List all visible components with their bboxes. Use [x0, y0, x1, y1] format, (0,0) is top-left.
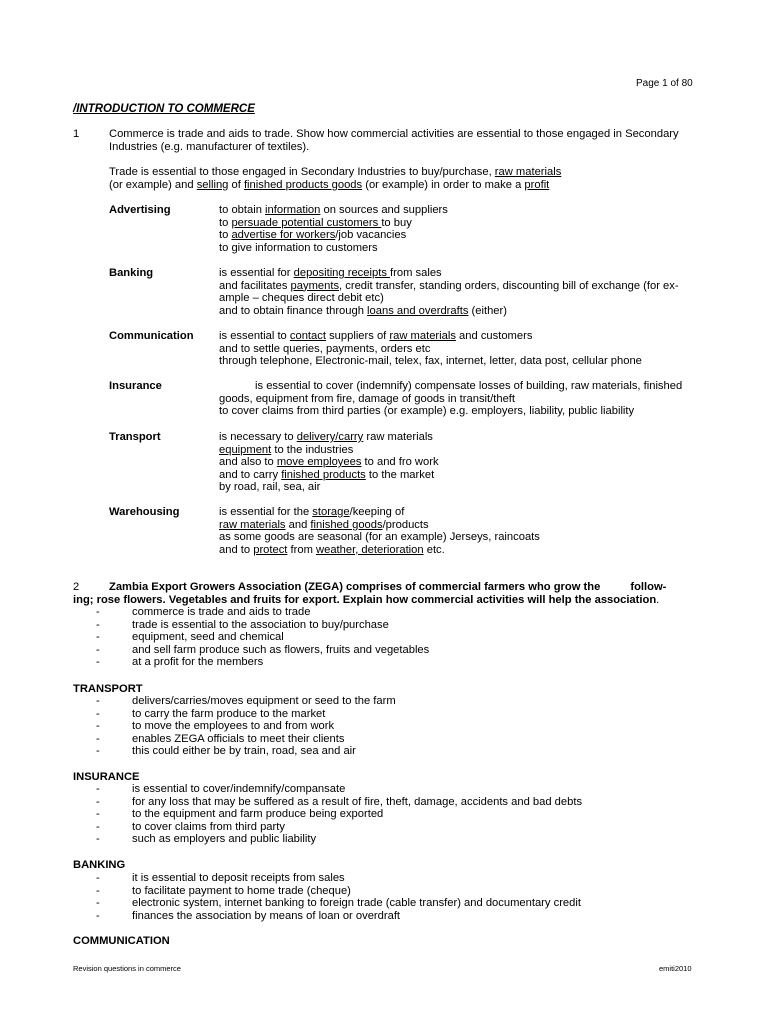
text: is necessary to [219, 431, 297, 443]
list-item-text: at a profit for the members [132, 656, 264, 669]
dash: - [96, 606, 100, 618]
text: to obtain [219, 204, 266, 216]
intro-underlined: finished products goods [243, 178, 363, 191]
question-1-text: Commerce is trade and aids to trade. Show how commercial activities are essential to those engaged in Secondary Industries (e.g. manufacturer of textiles). [109, 128, 679, 153]
underlined-text: depositing receipts [293, 267, 391, 279]
text: Zambia Export Growers Association (ZEGA) comprises of commercial farmers who grow the [109, 581, 601, 593]
text: from [287, 543, 317, 556]
text: (either) [468, 304, 507, 317]
underlined-text: weather, deterioration [316, 543, 424, 556]
text: etc. [423, 543, 445, 556]
intro-underlined: selling [196, 178, 229, 191]
intro-text: (or example) and [109, 178, 197, 191]
underlined-text: finished goods [310, 518, 383, 531]
dash: - [96, 745, 100, 758]
intro-text: Trade is essential to those engaged in Secondary Industries to buy/purchase, [109, 166, 495, 178]
text: follow- [630, 581, 667, 593]
list-item-text: enables ZEGA officials to meet their clients [132, 732, 345, 745]
list-item-text: is essential to cover/indemnify/compansate [132, 783, 346, 795]
intro-text: of [228, 178, 244, 191]
text: to give information to customers [219, 241, 378, 254]
heading-communication: COMMUNICATION [73, 935, 170, 947]
list-item-text: trade is essential to the association to buy/purchase [132, 618, 389, 631]
intro-underlined: raw materials [494, 166, 562, 178]
term-banking: Banking [109, 267, 154, 279]
intro-text: (or example) in order to make a [362, 178, 525, 191]
underlined-text: contact [289, 330, 326, 342]
question-2-number: 2 [73, 581, 80, 593]
dash: - [96, 820, 100, 833]
q1-intro-paragraph [109, 166, 709, 191]
dash: - [96, 909, 100, 922]
text: to the market [365, 468, 435, 481]
dash: - [96, 695, 100, 707]
text: is essential to [219, 330, 290, 342]
list-item-text: finances the association by means of loan or overdraft [132, 909, 401, 922]
list-item-text: to move the employees to and from work [132, 720, 335, 733]
dash: - [96, 795, 100, 808]
text: is essential to cover (indemnify) compensate losses of building, raw materials, finished [255, 380, 683, 392]
underlined-text: equipment [219, 443, 272, 456]
dash: - [96, 618, 100, 631]
text: and to carry [219, 468, 282, 481]
text: to and fro work [361, 456, 439, 469]
text: is essential for the [219, 506, 313, 518]
definition-communication [219, 330, 709, 368]
term-transport: Transport [109, 431, 161, 443]
dash: - [96, 707, 100, 720]
list-item-text: to facilitate payment to home trade (cheque) [132, 884, 351, 897]
text: /products [382, 518, 429, 531]
dash: - [96, 833, 100, 846]
dash: - [96, 884, 100, 897]
underlined-text: storage [312, 506, 350, 518]
text: to cover claims from third parties (or example) e.g. employers, liability, public liability [219, 405, 635, 418]
text: to [219, 216, 232, 229]
question-1-number: 1 [73, 128, 80, 140]
term-warehousing: Warehousing [109, 506, 180, 518]
dash: - [96, 631, 100, 644]
question-2-text [73, 581, 713, 606]
underlined-text: delivery/carry [296, 431, 364, 443]
text: by road, rail, sea, air [219, 481, 321, 494]
dash: - [96, 656, 100, 669]
text: through telephone, Electronic-mail, telex, fax, internet, letter, data post, cellular phone [219, 355, 642, 368]
footer-left: Revision questions in commerce [73, 964, 181, 973]
list-item-text: it is essential to deposit receipts from sales [132, 872, 345, 884]
page-number: Page 1 of 80 [636, 78, 693, 89]
list-item-text: commerce is trade and aids to trade [132, 606, 311, 618]
list-item-text: this could either be by train, road, sea and air [132, 745, 356, 758]
term-insurance: Insurance [109, 380, 162, 392]
underlined-text: raw materials [219, 518, 286, 531]
text: . [656, 593, 660, 606]
heading-banking: BANKING [73, 859, 126, 871]
text: and [285, 518, 311, 531]
text: and to [219, 543, 254, 556]
definition-warehousing [219, 506, 709, 556]
dash: - [96, 808, 100, 821]
underlined-text: protect [253, 543, 288, 556]
underlined-text: raw materials [389, 330, 456, 342]
intro-underlined: profit [524, 178, 550, 191]
definition-transport [219, 431, 709, 494]
text: suppliers of [325, 330, 390, 342]
text: to [219, 229, 232, 242]
text: and customers [455, 330, 533, 342]
list-item-text: such as employers and public liability [132, 833, 317, 846]
underlined-text: move employees [276, 456, 362, 469]
text: , credit transfer, standing orders, discounting bill of exchange (for ex- [339, 279, 679, 292]
text: and facilitates [219, 279, 291, 292]
dash: - [96, 897, 100, 910]
text: goods, equipment from fire, damage of goods in transit/theft [219, 392, 516, 405]
definition-banking [219, 267, 709, 317]
footer-right: emiti2010 [659, 964, 692, 973]
text: and also to [219, 456, 277, 469]
underlined-text: persuade potential customers [231, 216, 382, 229]
underlined-text: loans and overdrafts [367, 304, 469, 317]
text: ample – cheques direct debit etc) [219, 292, 384, 305]
text: from sales [390, 267, 442, 279]
heading-insurance: INSURANCE [73, 771, 140, 783]
underlined-text: payments [290, 279, 340, 292]
definition-advertising [219, 204, 709, 254]
list-item-text: electronic system, internet banking to foreign trade (cable transfer) and documentary credit [132, 897, 581, 910]
list-item-text: delivers/carries/moves equipment or seed to the farm [132, 695, 396, 707]
dash: - [96, 732, 100, 745]
text: on sources and suppliers [320, 204, 448, 216]
dash: - [96, 872, 100, 884]
text: to buy [381, 216, 412, 229]
underlined-text: advertise for workers [231, 229, 336, 242]
list-item-text: for any loss that may be suffered as a result of fire, theft, damage, accidents and bad debts [132, 795, 583, 808]
underlined-text: finished products [281, 468, 366, 481]
text: /job vacancies [335, 229, 407, 242]
list-item-text: to the equipment and farm produce being exported [132, 808, 384, 821]
term-advertising: Advertising [109, 204, 171, 216]
term-communication: Communication [109, 330, 194, 342]
text: to the industries [271, 443, 354, 456]
dash: - [96, 643, 100, 656]
underlined-text: information [265, 204, 321, 216]
heading-transport: TRANSPORT [73, 683, 143, 695]
text: ing; rose flowers. Vegetables and fruits for export. Explain how commercial activities will help the association [73, 593, 657, 606]
text: and to obtain finance through [219, 304, 368, 317]
dash: - [96, 783, 100, 795]
list-item-text: and sell farm produce such as flowers, fruits and vegetables [132, 643, 430, 656]
text: /keeping of [349, 506, 405, 518]
dash: - [96, 720, 100, 733]
text: as some goods are seasonal (for an example) Jerseys, raincoats [219, 531, 540, 544]
definition-insurance [219, 380, 709, 418]
list-item-text: to carry the farm produce to the market [132, 707, 326, 720]
list-item-text: equipment, seed and chemical [132, 631, 284, 644]
page-title: /INTRODUCTION TO COMMERCE [73, 103, 255, 115]
list-item-text: to cover claims from third party [132, 820, 285, 833]
text: and to settle queries, payments, orders etc [219, 342, 431, 355]
text: is essential for [219, 267, 294, 279]
text: raw materials [363, 431, 433, 443]
